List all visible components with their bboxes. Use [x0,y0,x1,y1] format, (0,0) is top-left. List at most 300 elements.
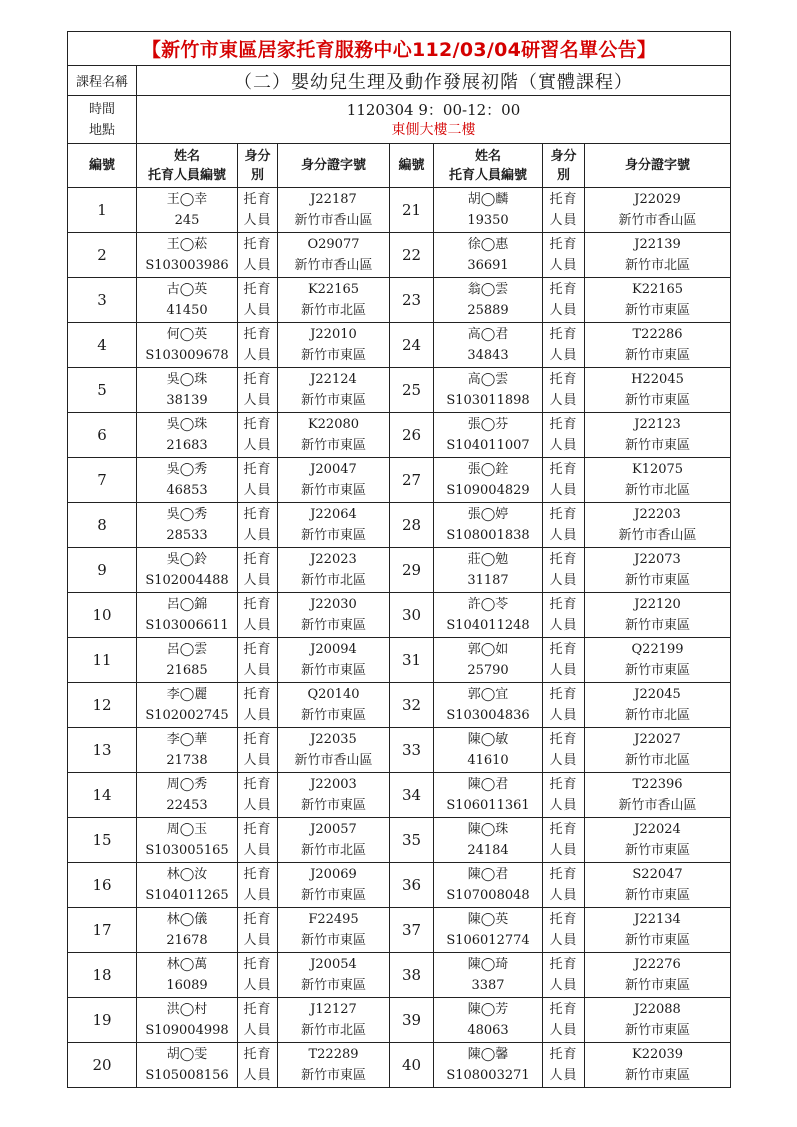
entry-role-cell [543,908,585,953]
entry-id-number: J12127 [310,1002,357,1017]
entry-name-cell [434,638,543,683]
entry-role-line2: 人員 [549,1023,578,1038]
entry-id-number: J20069 [310,867,357,882]
entry-name-cell [434,863,543,908]
entry-id-cell [278,818,390,863]
entry-number: 19 [68,998,137,1043]
header-name-right [434,144,543,188]
entry-number: 12 [68,683,137,728]
entry-id-number: J20047 [310,462,357,477]
entry-name-cell [137,188,238,233]
entry-name-cell [434,998,543,1043]
entry-name: 張◯芬 [467,417,509,432]
entry-name-cell [434,728,543,773]
entry-id-number: J22073 [634,552,681,567]
entry-role-cell [543,548,585,593]
table-row [68,458,731,503]
entry-role-line2: 人員 [243,1068,272,1083]
entry-id-number: J22027 [634,732,681,747]
entry-district: 新竹市東區 [300,438,366,453]
entry-role-cell [238,863,278,908]
entry-id-cell [585,413,731,458]
table-row [68,503,731,548]
entry-role-line2: 人員 [243,978,272,993]
entry-number: 32 [390,683,434,728]
entry-district: 新竹市香山區 [618,213,697,228]
entry-name-cell [137,368,238,413]
entry-number: 22 [390,233,434,278]
entry-name: 王◯菘 [166,237,208,252]
entry-role-line1: 托育 [549,912,578,927]
entry-number: 37 [390,908,434,953]
entry-caregiver-code: 36691 [467,258,509,273]
entry-name: 王◯幸 [166,192,208,207]
entry-caregiver-code: 19350 [467,213,509,228]
entry-caregiver-code: S103005165 [145,843,229,858]
entry-role-line2: 人員 [549,663,578,678]
entry-name-cell [137,1043,238,1088]
entry-caregiver-code: S107008048 [446,888,530,903]
entry-role-line1: 托育 [549,732,578,747]
entry-number: 38 [390,953,434,998]
entry-caregiver-code: 3387 [471,978,505,993]
entry-number: 1 [68,188,137,233]
entry-role-line1: 托育 [549,462,578,477]
entry-role-line1: 托育 [549,957,578,972]
entry-name-cell [137,683,238,728]
entry-role-cell [238,503,278,548]
entry-id-number: J22064 [310,507,357,522]
entry-name: 徐◯惠 [467,237,509,252]
entry-number: 21 [390,188,434,233]
entry-name: 吳◯鈴 [166,552,208,567]
entry-id-cell [585,278,731,323]
entry-role-cell [543,188,585,233]
entry-district: 新竹市香山區 [294,258,373,273]
entry-name-cell [434,413,543,458]
table-row [68,863,731,908]
entry-id-cell [585,323,731,368]
table-row [68,593,731,638]
entry-caregiver-code: S102004488 [145,573,229,588]
table-row [68,368,731,413]
entry-id-number: K22080 [307,417,360,432]
entry-role-line2: 人員 [243,393,272,408]
entry-id-cell [585,773,731,818]
entry-id-cell [278,683,390,728]
entry-id-cell [585,188,731,233]
entry-id-number: J22003 [310,777,357,792]
entry-id-number: K22165 [631,282,684,297]
entry-district: 新竹市東區 [300,348,366,363]
entry-id-cell [585,593,731,638]
roster-table [67,31,731,1088]
entry-name-cell [434,593,543,638]
entry-role-line2: 人員 [549,393,578,408]
entry-id-cell [585,503,731,548]
entry-id-number: F22495 [308,912,359,927]
entry-id-cell [278,188,390,233]
entry-role-line2: 人員 [243,753,272,768]
entry-name-cell [137,863,238,908]
entry-role-line2: 人員 [549,933,578,948]
entry-name: 洪◯村 [166,1002,208,1017]
table-row [68,773,731,818]
course-label: 課程名稱 [68,66,137,96]
entry-caregiver-code: S104011265 [145,888,229,903]
entry-id-cell [585,548,731,593]
entry-id-cell [585,908,731,953]
entry-role-line1: 托育 [243,687,272,702]
entry-name: 陳◯馨 [467,1047,509,1062]
entry-role-cell [543,278,585,323]
table-row [68,1043,731,1088]
entry-role-line2: 人員 [549,438,578,453]
header-role-line1: 身分 [550,148,577,164]
entry-id-number: J20057 [310,822,357,837]
entry-district: 新竹市東區 [300,933,366,948]
entry-district: 新竹市東區 [625,618,691,633]
header-name [137,144,238,188]
entry-role-line1: 托育 [549,822,578,837]
entry-id-number: K12075 [631,462,684,477]
entry-number: 35 [390,818,434,863]
entry-role-cell [238,278,278,323]
entry-role-line1: 托育 [243,642,272,657]
entry-name-cell [434,953,543,998]
announcement-title: 【新竹市東區居家托育服務中心112/03/04研習名單公告】 [68,32,731,66]
entry-id-cell [585,458,731,503]
entry-role-line2: 人員 [549,348,578,363]
entry-role-line2: 人員 [243,348,272,363]
place-label: 地點 [88,122,115,138]
entry-role-cell [238,773,278,818]
entry-role-line1: 托育 [549,372,578,387]
entry-caregiver-code: 25889 [467,303,509,318]
entry-number: 30 [390,593,434,638]
entry-role-line1: 托育 [549,552,578,567]
entry-id-cell [278,773,390,818]
entry-name: 陳◯英 [467,912,509,927]
entry-caregiver-code: 48063 [467,1023,509,1038]
entry-name: 李◯華 [166,732,208,747]
entry-name-cell [137,233,238,278]
entry-role-line2: 人員 [243,213,272,228]
entry-district: 新竹市北區 [300,843,366,858]
entry-number: 25 [390,368,434,413]
entry-role-line1: 托育 [243,732,272,747]
entry-caregiver-code: 31187 [467,573,509,588]
entry-role-line1: 托育 [243,822,272,837]
entry-caregiver-code: 46853 [166,483,208,498]
entry-name: 陳◯芳 [467,1002,509,1017]
entry-name: 周◯秀 [166,777,208,792]
entry-role-cell [238,458,278,503]
entry-role-cell [238,908,278,953]
entry-name: 郭◯宜 [467,687,509,702]
entry-district: 新竹市東區 [300,618,366,633]
entry-role-cell [543,323,585,368]
entry-role-line1: 托育 [549,777,578,792]
entry-caregiver-code: S103009678 [145,348,229,363]
entry-name: 莊◯勉 [467,552,509,567]
entry-role-line2: 人員 [243,933,272,948]
entry-id-cell [585,368,731,413]
entry-number: 2 [68,233,137,278]
table-row [68,188,731,233]
entry-id-number: J22010 [310,327,357,342]
entry-caregiver-code: S108001838 [446,528,530,543]
entry-name: 周◯玉 [166,822,208,837]
entry-role-cell [238,368,278,413]
entry-number: 23 [390,278,434,323]
entry-number: 28 [390,503,434,548]
entry-role-cell [238,638,278,683]
entry-name-cell [137,593,238,638]
entry-district: 新竹市東區 [625,348,691,363]
entry-district: 新竹市東區 [625,1068,691,1083]
entry-name: 高◯雲 [467,372,509,387]
entry-role-line2: 人員 [243,618,272,633]
entry-number: 17 [68,908,137,953]
entry-caregiver-code: S105008156 [145,1068,229,1083]
entry-district: 新竹市東區 [625,978,691,993]
entry-name-cell [137,458,238,503]
entry-role-line1: 托育 [243,597,272,612]
entry-name-cell [434,908,543,953]
entry-name: 林◯萬 [166,957,208,972]
table-row [68,638,731,683]
entry-name: 高◯君 [467,327,509,342]
entry-caregiver-code: S106012774 [446,933,530,948]
entry-role-line2: 人員 [549,258,578,273]
entry-role-cell [543,233,585,278]
entry-role-cell [543,773,585,818]
entry-name: 張◯婷 [467,507,509,522]
entry-role-line1: 托育 [549,1002,578,1017]
entry-id-cell [278,863,390,908]
entry-id-cell [585,638,731,683]
entry-name-cell [137,818,238,863]
entry-role-cell [238,233,278,278]
header-name-line2: 托育人員編號 [147,167,226,183]
entry-id-cell [278,413,390,458]
entry-id-cell [585,233,731,278]
header-role-right [543,144,585,188]
entry-role-cell [238,818,278,863]
header-role-line1: 身分 [244,148,271,164]
entry-role-cell [238,953,278,998]
entry-name: 吳◯秀 [166,507,208,522]
entry-role-cell [238,998,278,1043]
entry-role-line1: 托育 [243,417,272,432]
header-name-line2: 托育人員編號 [448,167,527,183]
table-row [68,233,731,278]
time-place-label-cell [68,96,137,144]
entry-id-cell [585,683,731,728]
entry-name-cell [137,908,238,953]
entry-role-cell [543,503,585,548]
entry-name-cell [434,188,543,233]
entry-number: 40 [390,1043,434,1088]
header-id: 身分證字號 [278,144,390,188]
entry-name: 許◯苓 [467,597,509,612]
entry-district: 新竹市東區 [625,888,691,903]
entry-role-line1: 托育 [243,282,272,297]
entry-caregiver-code: S104011007 [446,438,530,453]
entry-caregiver-code: 41450 [166,303,208,318]
table-row [68,953,731,998]
entry-role-line1: 托育 [243,192,272,207]
entry-name: 陳◯君 [467,777,509,792]
entry-id-number: T22289 [308,1047,359,1062]
entry-name: 呂◯錦 [166,597,208,612]
header-role-line2: 別 [250,167,264,183]
entry-district: 新竹市北區 [625,708,691,723]
entry-name: 吳◯珠 [166,417,208,432]
entry-role-line1: 托育 [549,237,578,252]
entry-caregiver-code: 21738 [166,753,208,768]
entry-role-cell [543,413,585,458]
entry-number: 4 [68,323,137,368]
entry-role-line2: 人員 [243,528,272,543]
entry-role-line2: 人員 [243,483,272,498]
entry-name-cell [434,323,543,368]
entry-id-cell [278,278,390,323]
time-label: 時間 [88,101,115,117]
entry-id-cell [585,1043,731,1088]
entry-role-line1: 托育 [243,552,272,567]
entry-number: 24 [390,323,434,368]
table-row [68,683,731,728]
entry-number: 3 [68,278,137,323]
entry-name: 吳◯秀 [166,462,208,477]
entry-district: 新竹市香山區 [294,213,373,228]
entry-role-line2: 人員 [243,663,272,678]
entry-id-number: J22045 [634,687,681,702]
entry-role-line1: 托育 [243,867,272,882]
entry-name: 陳◯琦 [467,957,509,972]
entry-role-cell [238,548,278,593]
entry-name-cell [434,773,543,818]
entry-id-number: J22088 [634,1002,681,1017]
entry-role-line2: 人員 [549,1068,578,1083]
header-name-line1: 姓名 [474,148,501,164]
entry-caregiver-code: 21678 [166,933,208,948]
entry-district: 新竹市東區 [625,573,691,588]
entry-id-cell [278,953,390,998]
entry-role-line1: 托育 [243,777,272,792]
entry-role-line1: 托育 [549,687,578,702]
entry-id-number: J22134 [634,912,681,927]
entry-district: 新竹市東區 [625,933,691,948]
entry-name-cell [434,1043,543,1088]
entry-role-line2: 人員 [549,528,578,543]
entry-id-number: J20054 [310,957,357,972]
entry-number: 33 [390,728,434,773]
entry-role-line1: 托育 [243,507,272,522]
entry-name: 林◯儀 [166,912,208,927]
entry-number: 29 [390,548,434,593]
entry-id-number: Q22199 [631,642,684,657]
entry-role-line1: 托育 [243,957,272,972]
entry-role-cell [238,413,278,458]
entry-id-cell [278,548,390,593]
entry-district: 新竹市北區 [625,753,691,768]
entry-id-number: J22124 [310,372,357,387]
entry-role-line2: 人員 [549,978,578,993]
entry-name: 呂◯雲 [166,642,208,657]
entry-role-line1: 托育 [549,507,578,522]
entry-number: 11 [68,638,137,683]
entry-id-number: K22039 [631,1047,684,1062]
entry-number: 8 [68,503,137,548]
entry-name: 林◯汝 [166,867,208,882]
entry-district: 新竹市東區 [300,663,366,678]
entry-role-line1: 托育 [243,1002,272,1017]
entry-id-cell [278,233,390,278]
entry-caregiver-code: S103004836 [446,708,530,723]
entry-caregiver-code: 25790 [467,663,509,678]
time-place-value-cell [137,96,731,144]
table-row [68,908,731,953]
entry-district: 新竹市東區 [625,303,691,318]
entry-number: 31 [390,638,434,683]
entry-role-cell [543,368,585,413]
entry-caregiver-code: S103011898 [446,393,530,408]
entry-name-cell [434,683,543,728]
entry-number: 5 [68,368,137,413]
entry-number: 18 [68,953,137,998]
entry-id-number: J22030 [310,597,357,612]
entry-id-number: Q20140 [307,687,360,702]
entry-id-number: J22187 [310,192,357,207]
entry-role-line2: 人員 [243,843,272,858]
entry-caregiver-code: 16089 [166,978,208,993]
table-row [68,728,731,773]
entry-name-cell [434,278,543,323]
entry-district: 新竹市東區 [625,438,691,453]
entry-number: 14 [68,773,137,818]
header-role-line2: 別 [556,167,570,183]
entry-name-cell [137,548,238,593]
entry-id-number: O29077 [307,237,360,252]
entry-id-number: T22286 [632,327,683,342]
entry-role-line1: 托育 [243,237,272,252]
entry-number: 6 [68,413,137,458]
entry-caregiver-code: 21683 [166,438,208,453]
entry-id-number: J22120 [634,597,681,612]
entry-id-cell [278,1043,390,1088]
entry-name: 胡◯雯 [166,1047,208,1062]
entry-name: 吳◯珠 [166,372,208,387]
entry-role-line2: 人員 [549,618,578,633]
header-id-right: 身分證字號 [585,144,731,188]
entry-id-cell [278,998,390,1043]
entry-role-line2: 人員 [549,483,578,498]
entry-caregiver-code: 245 [174,213,200,228]
entry-id-number: J22139 [634,237,681,252]
entry-district: 新竹市東區 [300,483,366,498]
entry-name: 陳◯珠 [467,822,509,837]
entry-caregiver-code: S106011361 [446,798,530,813]
entry-number: 26 [390,413,434,458]
table-row [68,413,731,458]
header-number: 編號 [68,144,137,188]
column-header-row [68,144,731,188]
entry-number: 13 [68,728,137,773]
table-row [68,998,731,1043]
